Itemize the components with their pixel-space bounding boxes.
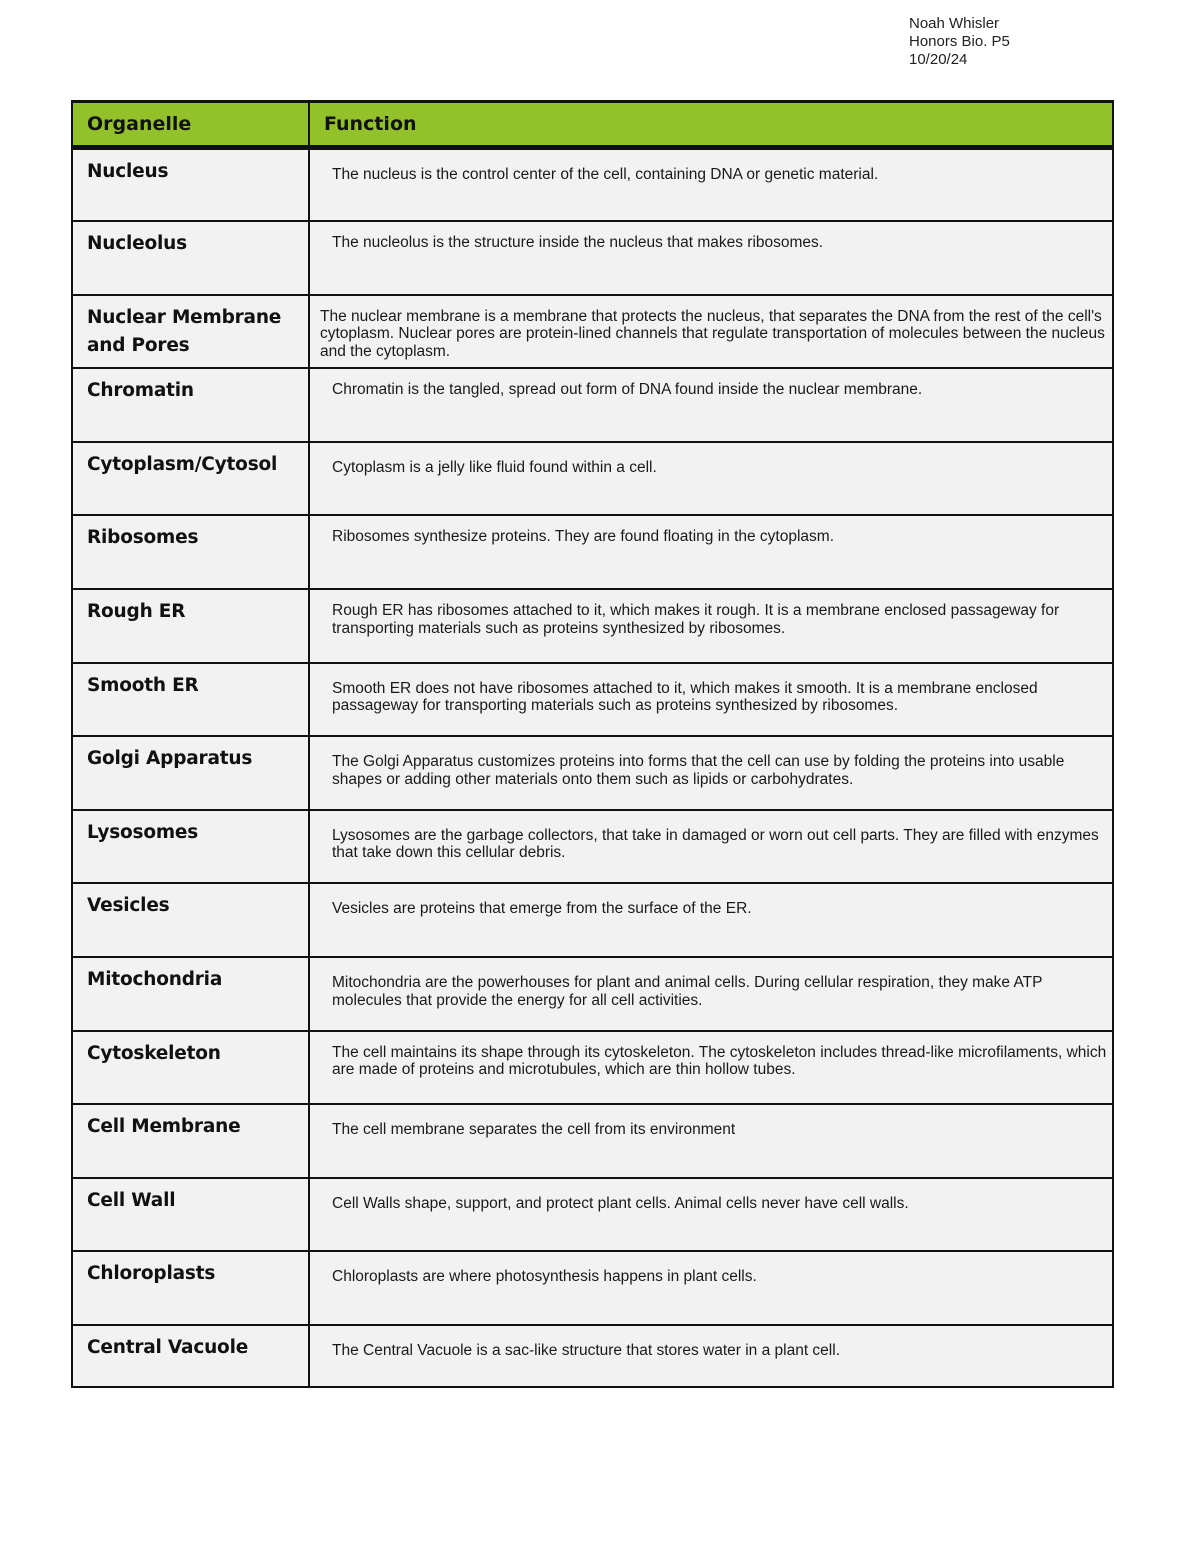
organelle-name: Chromatin: [72, 368, 309, 442]
table-row: [72, 1031, 1113, 1105]
organelle-function: Cytoplasm is a jelly like fluid found within a cell.: [309, 442, 1113, 516]
organelle-name: Nucleolus: [72, 221, 309, 295]
organelle-name: Cytoskeleton: [72, 1031, 309, 1105]
table-row: [72, 221, 1113, 295]
table-row: [72, 736, 1113, 810]
organelle-function: Lysosomes are the garbage collectors, that take in damaged or worn out cell parts. They are filled with enzymes that take down this cellular debris.: [309, 810, 1113, 884]
class-period: Honors Bio. P5: [909, 33, 1010, 50]
organelle-function: Chloroplasts are where photosynthesis happens in plant cells.: [309, 1251, 1113, 1325]
organelle-function: Vesicles are proteins that emerge from the surface of the ER.: [309, 883, 1113, 957]
organelle-name: Lysosomes: [72, 810, 309, 884]
table-row: [72, 589, 1113, 663]
table-row: [72, 810, 1113, 884]
table-row: [72, 883, 1113, 957]
table-row: [72, 957, 1113, 1031]
column-header-function: Function: [309, 102, 1113, 148]
organelle-function-table: [71, 100, 1114, 1388]
student-info: [909, 15, 1010, 69]
table-row: [72, 1251, 1113, 1325]
table-row: [72, 148, 1113, 222]
organelle-name: Mitochondria: [72, 957, 309, 1031]
organelle-name: Cytoplasm/Cytosol: [72, 442, 309, 516]
organelle-function: The nucleus is the control center of the cell, containing DNA or genetic material.: [309, 148, 1113, 222]
organelle-function: The cell maintains its shape through its cytoskeleton. The cytoskeleton includes thread-like microfilaments, which are made of proteins and microtubules, which are thin hollow tubes.: [309, 1031, 1113, 1105]
table-row: [72, 1178, 1113, 1252]
organelle-name: Cell Membrane: [72, 1104, 309, 1178]
organelle-name: Smooth ER: [72, 663, 309, 737]
organelle-function: Smooth ER does not have ribosomes attached to it, which makes it smooth. It is a membrane enclosed passageway for transporting materials such as proteins synthesized by ribosomes.: [309, 663, 1113, 737]
organelle-function: The nucleolus is the structure inside the nucleus that makes ribosomes.: [309, 221, 1113, 295]
assignment-date: 10/20/24: [909, 51, 968, 68]
organelle-name: Rough ER: [72, 589, 309, 663]
organelle-function: The Central Vacuole is a sac-like structure that stores water in a plant cell.: [309, 1325, 1113, 1387]
table-row: [72, 1104, 1113, 1178]
organelle-function: Rough ER has ribosomes attached to it, which makes it rough. It is a membrane enclosed passageway for transporting materials such as proteins synthesized by ribosomes.: [309, 589, 1113, 663]
organelle-function: The Golgi Apparatus customizes proteins into forms that the cell can use by folding the proteins into usable shapes or adding other materials onto them such as lipids or carbohydrates.: [309, 736, 1113, 810]
organelle-name: Ribosomes: [72, 515, 309, 589]
organelle-function: Chromatin is the tangled, spread out form of DNA found inside the nuclear membrane.: [309, 368, 1113, 442]
organelle-function: Mitochondria are the powerhouses for plant and animal cells. During cellular respiration, they make ATP molecules that provide the energy for all cell activities.: [309, 957, 1113, 1031]
organelle-name: Cell Wall: [72, 1178, 309, 1252]
student-name: Noah Whisler: [909, 15, 1000, 32]
column-header-organelle: Organelle: [72, 102, 309, 148]
organelle-name: Central Vacuole: [72, 1325, 309, 1387]
table-row: [72, 515, 1113, 589]
organelle-function: The nuclear membrane is a membrane that protects the nucleus, that separates the DNA from the rest of the cell's cytoplasm. Nuclear pores are protein-lined channels that regulate transportation of molecules between the nucleus and the cytoplasm.: [309, 295, 1113, 369]
organelle-name: Vesicles: [72, 883, 309, 957]
organelle-name: Nucleus: [72, 148, 309, 222]
table-row: [72, 663, 1113, 737]
table-row: [72, 295, 1113, 369]
organelle-function: The cell membrane separates the cell from its environment: [309, 1104, 1113, 1178]
organelle-name: Chloroplasts: [72, 1251, 309, 1325]
organelle-function: Ribosomes synthesize proteins. They are found floating in the cytoplasm.: [309, 515, 1113, 589]
table-row: [72, 442, 1113, 516]
table-row: [72, 1325, 1113, 1387]
table-header-row: [72, 102, 1113, 148]
organelle-name: Nuclear Membrane and Pores: [72, 295, 309, 369]
organelle-name: Golgi Apparatus: [72, 736, 309, 810]
table-row: [72, 368, 1113, 442]
organelle-function: Cell Walls shape, support, and protect plant cells. Animal cells never have cell walls.: [309, 1178, 1113, 1252]
